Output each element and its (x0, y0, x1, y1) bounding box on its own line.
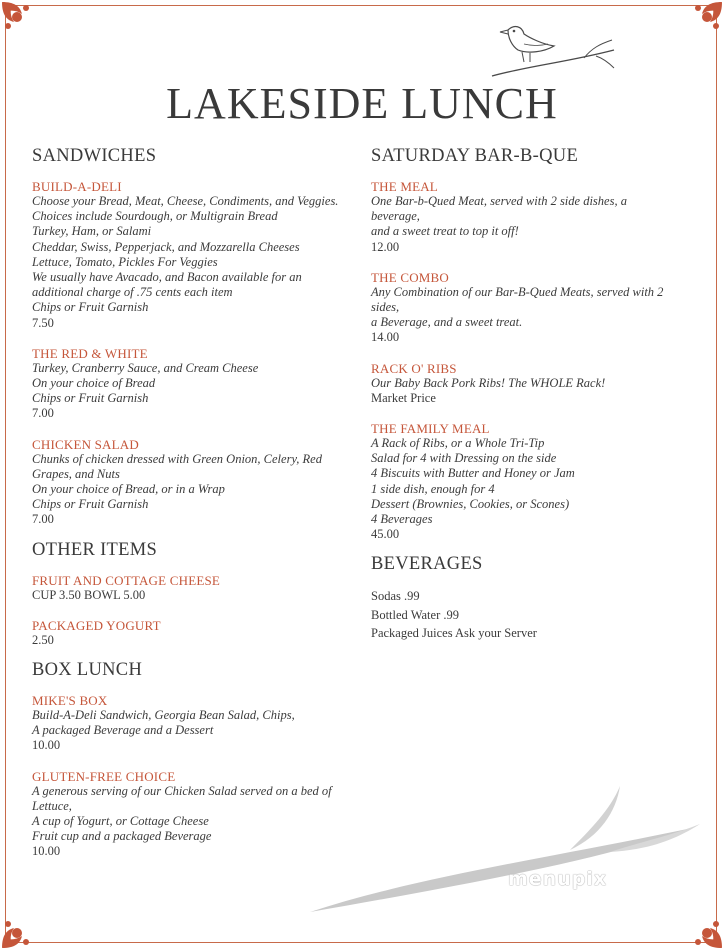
item-name: PACKAGED YOGURT (32, 617, 161, 633)
section-heading-saturday-bbq: SATURDAY BAR-B-QUE (371, 146, 579, 166)
item-price: 10.00 (32, 738, 61, 753)
item-description: Our Baby Back Pork Ribs! The WHOLE Rack! (371, 375, 606, 390)
item-price: Market Price (371, 390, 436, 405)
corner-flourish-icon (684, 0, 724, 40)
item-name: THE MEAL (371, 179, 438, 194)
menu-item (371, 179, 671, 255)
item-name: THE FAMILY MEAL (371, 421, 490, 437)
item-price: 7.00 (32, 512, 54, 527)
beverage-item: Packaged Juices Ask your Server (371, 626, 537, 641)
item-name: THE RED & WHITE (32, 345, 148, 361)
item-description: Any Combination of our Bar-B-Qued Meats, served with 2 sides, a Beverage, and a sweet treat. (371, 284, 664, 330)
right-column (371, 146, 671, 643)
menu-item (32, 179, 350, 331)
item-description: Choose your Bread, Meat, Cheese, Condiments, and Veggies. Choices include Sourdough, or Multigrain Bread Turkey, Ham, or Salami Cheddar, Swiss, Pepperjack, and Mozzarella Cheeses Lettuce, Tomato, Pickles For Veggies We usually have Avacado, and Bacon available for an additional charge of .75 cents each item Chips or Fruit Garnish (32, 194, 339, 315)
item-price: 45.00 (371, 527, 400, 542)
bird-on-branch-icon (488, 20, 618, 82)
section-heading-box-lunch: BOX LUNCH (32, 660, 143, 681)
item-description: Chunks of chicken dressed with Green Onion, Celery, Red Grapes, and Nuts On your choice of Bread, or in a Wrap Chips or Fruit Garnish (32, 451, 322, 512)
beverage-item: Sodas .99 (371, 589, 420, 604)
corner-flourish-icon (0, 910, 40, 950)
item-description: Turkey, Cranberry Sauce, and Cream Cheese On your choice of Bread Chips or Fruit Garnish (32, 360, 259, 406)
item-name: RACK O' RIBS (371, 360, 457, 376)
section-heading-beverages: BEVERAGES (371, 554, 483, 575)
item-price: 14.00 (371, 330, 400, 345)
menu-item (32, 618, 350, 648)
item-price: CUP 3.50 BOWL 5.00 (32, 587, 146, 602)
item-name: FRUIT AND COTTAGE CHEESE (32, 572, 221, 588)
beverage-item: Bottled Water .99 (371, 607, 459, 622)
watermark-logo: menupix (508, 868, 608, 890)
item-description: One Bar-b-Qued Meat, served with 2 side dishes, a beverage, and a sweet treat to top it off! (371, 194, 627, 239)
item-description: A Rack of Ribs, or a Whole Tri-Tip Salad for 4 with Dressing on the side 4 Biscuits with Butter and Honey or Jam 1 side dish, enough for 4 Dessert (Brownies, Cookies, or Scones) 4 Beverages (371, 436, 575, 527)
menu-item (371, 270, 671, 346)
item-description: Build-A-Deli Sandwich, Georgia Bean Salad, Chips, A packaged Beverage and a Dessert (32, 708, 295, 738)
item-name: THE COMBO (371, 269, 449, 285)
left-column (32, 146, 350, 875)
item-name: BUILD-A-DELI (32, 179, 122, 194)
menu-item (32, 437, 350, 528)
section-heading-other-items: OTHER ITEMS (32, 539, 158, 560)
menu-item (32, 693, 350, 754)
menu-item (32, 346, 350, 422)
item-name: MIKE'S BOX (32, 693, 108, 709)
section-heading-sandwiches: SANDWICHES (32, 146, 157, 166)
item-description: A generous serving of our Chicken Salad served on a bed of Lettuce, A cup of Yogurt, or Cottage Cheese Fruit cup and a packaged Beverage (32, 783, 332, 844)
item-price: 7.00 (32, 406, 54, 421)
menu-item (371, 421, 671, 542)
item-price: 12.00 (371, 239, 400, 254)
menu-item (371, 361, 671, 406)
corner-flourish-icon (0, 0, 40, 40)
menu-title: LAKESIDE LUNCH (166, 79, 558, 128)
item-price: 2.50 (32, 632, 54, 647)
item-price: 10.00 (32, 844, 61, 859)
item-price: 7.50 (32, 315, 54, 330)
item-name: CHICKEN SALAD (32, 436, 139, 452)
menu-item (32, 573, 350, 603)
item-name: GLUTEN-FREE CHOICE (32, 768, 176, 784)
decorative-swoosh-icon (300, 780, 710, 920)
